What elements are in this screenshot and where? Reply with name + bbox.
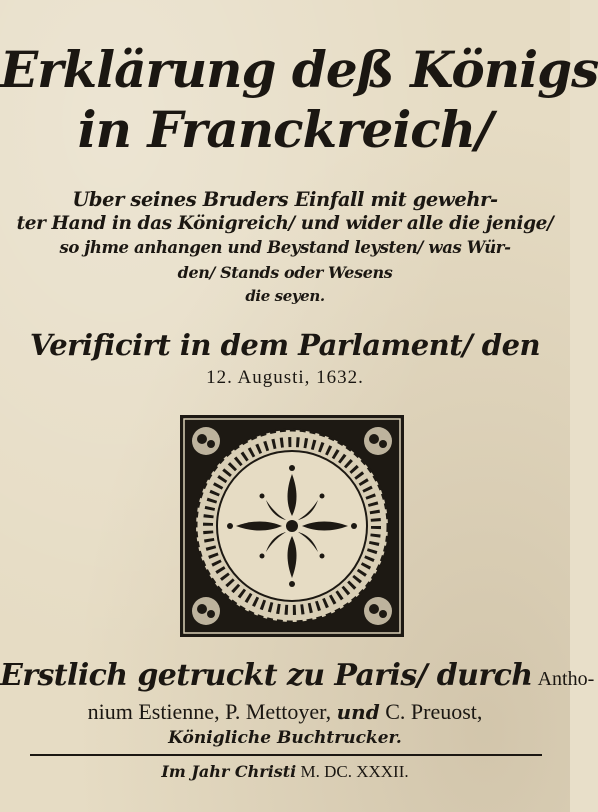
imprint-king-printers: Königliche Buchtrucker. bbox=[168, 728, 402, 748]
subtitle-line-2: ter Hand in das Königreich/ und wider alle die jenige/ bbox=[16, 213, 554, 234]
subtitle-line-3: so jhme anhangen und Beystand leysten/ was Wür- bbox=[59, 238, 511, 257]
year-roman: M. DC. XXXII. bbox=[300, 762, 409, 781]
imprint-line-1 bbox=[0, 658, 595, 693]
year-prefix: Im Jahr Christi bbox=[161, 762, 297, 781]
subtitle-line-5: die seyen. bbox=[245, 287, 325, 305]
title-line-2: in Franckreich/ bbox=[77, 100, 493, 159]
date-line: 12. Augusti, 1632. bbox=[206, 367, 364, 388]
subtitle-line-4: den/ Stands oder Wesens bbox=[177, 263, 393, 282]
title-line-1: Erklärung deß Königs bbox=[0, 40, 598, 99]
imprint-printer-last: C. Preuost, bbox=[385, 699, 483, 724]
verified-line: Verificirt in dem Parlament/ den bbox=[29, 328, 541, 362]
imprint-und: und bbox=[336, 700, 380, 724]
divider-rule bbox=[30, 754, 542, 756]
imprint-printer-start: Antho- bbox=[537, 668, 595, 690]
imprint-line-2 bbox=[0, 699, 570, 725]
imprint-printer-names: nium Estienne, P. Mettoyer, bbox=[87, 699, 332, 724]
year-line bbox=[0, 762, 570, 782]
subtitle-line-1: Uber seines Bruders Einfall mit gewehr- bbox=[72, 188, 498, 211]
woodcut-ornament-icon bbox=[178, 413, 406, 639]
imprint-printed-at: Erstlich getruckt zu Paris/ durch bbox=[0, 658, 533, 693]
